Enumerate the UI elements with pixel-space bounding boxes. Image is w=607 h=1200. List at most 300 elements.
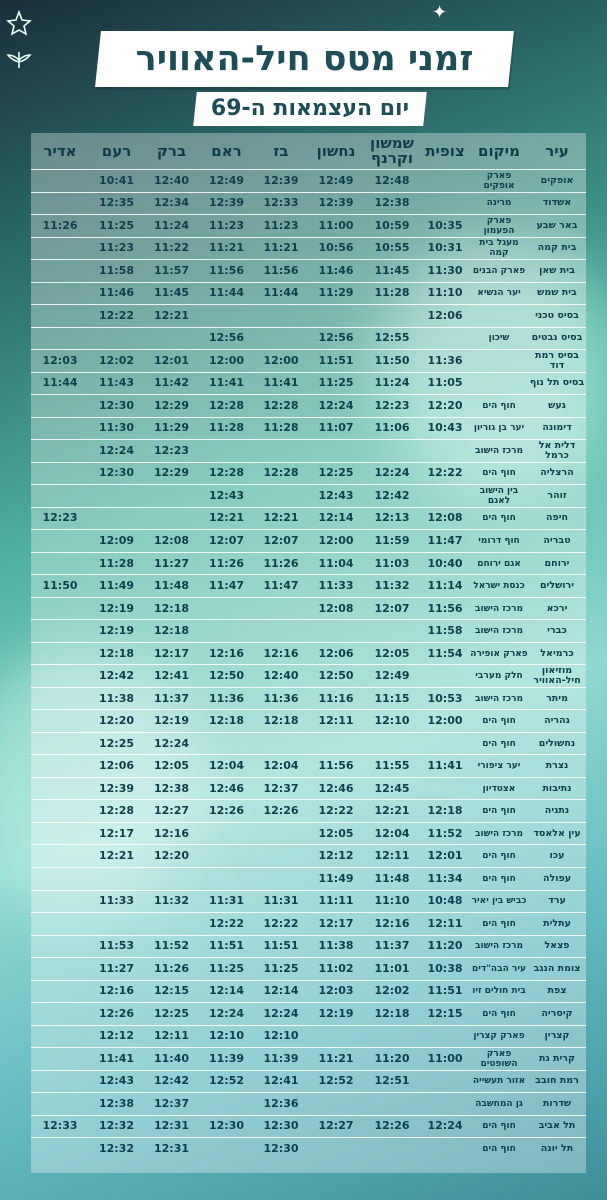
cell-time — [420, 665, 470, 687]
cell-time: 11:28 — [99, 556, 135, 570]
cell-time — [254, 845, 308, 867]
cell-time — [31, 238, 89, 260]
table-row — [31, 709, 586, 732]
cell-time: 11:24 — [374, 376, 410, 390]
cell-time — [308, 620, 364, 642]
cell-time: 11:56 — [318, 759, 354, 773]
cell-time: 11:28 — [209, 421, 245, 435]
cell-time: 11:22 — [154, 241, 190, 255]
cell-time: 11:49 — [318, 871, 354, 885]
cell-city: רמת חובב — [535, 1075, 579, 1087]
cell-time: 11:47 — [209, 579, 245, 593]
cell-time: 11:44 — [263, 286, 299, 300]
cell-time: 12:56 — [209, 331, 245, 345]
cell-time: 12:05 — [318, 826, 354, 840]
table-row — [31, 1070, 586, 1093]
cell-time: 12:00 — [209, 353, 245, 367]
cell-time — [31, 845, 89, 867]
header-adir: אדיר — [43, 141, 77, 160]
cell-time: 11:41 — [427, 759, 463, 773]
cell-time: 11:15 — [374, 691, 410, 705]
cell-time: 11:48 — [374, 871, 410, 885]
cell-location: כנסת ישראל — [473, 581, 525, 592]
cell-time: 12:49 — [318, 173, 354, 187]
cell-time: 12:06 — [427, 308, 463, 322]
cell-time: 12:22 — [427, 466, 463, 480]
cell-time — [254, 868, 308, 890]
cell-time — [31, 328, 89, 350]
cell-time: 12:50 — [318, 669, 354, 683]
cell-time — [420, 733, 470, 755]
cell-time: 12:56 — [318, 331, 354, 345]
cell-time: 12:46 — [318, 781, 354, 795]
cell-time — [31, 778, 89, 800]
cell-time: 12:30 — [263, 1119, 299, 1133]
cell-time: 12:37 — [154, 1096, 190, 1110]
header-raam2: רעם — [101, 141, 132, 160]
cell-time: 12:23 — [42, 511, 78, 525]
cell-city: קרית גת — [538, 1052, 576, 1064]
cell-city: נחשולים — [538, 737, 576, 749]
cell-time: 11:56 — [263, 263, 299, 277]
cell-time — [31, 530, 89, 552]
cell-time: 12:40 — [263, 669, 299, 683]
cell-time — [364, 1093, 420, 1115]
cell-time — [31, 868, 89, 890]
table-row — [31, 214, 586, 237]
cell-time: 12:21 — [209, 511, 245, 525]
cell-time: 12:21 — [99, 849, 135, 863]
cell-location: פארק הבנים — [472, 265, 526, 276]
cell-time: 12:43 — [209, 488, 245, 502]
cell-time: 11:27 — [99, 961, 135, 975]
cell-time: 12:45 — [374, 781, 410, 795]
cell-time — [89, 485, 144, 507]
cell-location: מרכז הישוב — [475, 828, 524, 839]
cell-time: 12:29 — [154, 398, 190, 412]
cell-time: 10:31 — [427, 241, 463, 255]
cell-time — [420, 485, 470, 507]
cell-time: 12:52 — [318, 1074, 354, 1088]
cell-city: קיסריה — [541, 1007, 573, 1019]
table-row — [31, 417, 586, 440]
table-row — [31, 552, 586, 575]
cell-time: 12:39 — [263, 173, 299, 187]
table-row — [31, 462, 586, 485]
cell-time: 12:24 — [209, 1006, 245, 1020]
cell-time: 12:37 — [263, 781, 299, 795]
cell-location — [470, 373, 528, 395]
cell-time — [199, 733, 254, 755]
cell-time: 12:16 — [263, 646, 299, 660]
cell-time — [199, 868, 254, 890]
cell-time — [31, 710, 89, 732]
cell-time: 12:22 — [99, 308, 135, 322]
cell-time — [308, 440, 364, 462]
cell-time: 12:42 — [374, 488, 410, 502]
cell-city: געש — [548, 399, 566, 411]
cell-time: 12:05 — [374, 646, 410, 660]
cell-time — [31, 913, 89, 935]
cell-time: 10:48 — [427, 894, 463, 908]
cell-time: 11:00 — [318, 218, 354, 232]
cell-time: 12:00 — [427, 714, 463, 728]
cell-time: 11:47 — [427, 534, 463, 547]
cell-time: 11:40 — [154, 1051, 190, 1065]
cell-location: חוף הים — [482, 1008, 516, 1019]
cell-time — [420, 193, 470, 215]
cell-time: 12:32 — [99, 1141, 135, 1155]
table-row — [31, 529, 586, 552]
cell-time: 12:33 — [42, 1119, 78, 1133]
cell-time: 11:29 — [318, 286, 354, 300]
cell-time: 11:25 — [99, 218, 135, 232]
cell-time — [420, 328, 470, 350]
table-row — [31, 327, 586, 350]
cell-time: 12:40 — [154, 173, 190, 187]
cell-location: יער הנשיא — [477, 288, 521, 299]
table-row — [31, 394, 586, 417]
cell-time: 11:26 — [209, 556, 245, 570]
cell-time: 12:55 — [374, 331, 410, 345]
cell-time: 11:23 — [209, 218, 245, 232]
cell-time: 12:05 — [154, 759, 190, 773]
cell-location: מרכז הישוב — [475, 626, 524, 637]
table-row — [31, 822, 586, 845]
schedule-table — [31, 133, 586, 1173]
table-row — [31, 664, 586, 687]
cell-time: 12:14 — [318, 511, 354, 525]
cell-time: 11:46 — [318, 263, 354, 277]
cell-time: 11:52 — [154, 939, 190, 953]
cell-time: 11:25 — [209, 961, 245, 975]
cell-time: 11:45 — [374, 263, 410, 277]
cell-time: 12:22 — [318, 804, 354, 818]
cell-time: 11:51 — [209, 939, 245, 953]
cell-time: 12:09 — [99, 534, 135, 547]
cell-city: נהריה — [544, 715, 570, 727]
cell-time: 12:24 — [427, 1119, 463, 1133]
cell-location: אזור תעשייה — [472, 1076, 526, 1087]
cell-time — [254, 328, 308, 350]
cell-time — [89, 868, 144, 890]
cell-city: הרצליה — [540, 467, 574, 479]
cell-time — [31, 1138, 89, 1160]
cell-city: ערד — [548, 895, 566, 907]
cell-time: 12:08 — [318, 601, 354, 615]
cell-time: 11:59 — [374, 534, 410, 547]
table-row — [31, 799, 586, 822]
cell-time: 12:27 — [154, 804, 190, 818]
cell-city: כברי — [547, 625, 567, 637]
cell-time — [364, 440, 420, 462]
cell-time: 12:26 — [374, 1119, 410, 1133]
cell-time: 11:41 — [209, 376, 245, 390]
table-row — [31, 912, 586, 935]
cell-time: 12:49 — [209, 173, 245, 187]
cell-time — [308, 305, 364, 327]
cell-time — [31, 1071, 89, 1093]
cell-time: 12:23 — [154, 443, 190, 457]
cell-time: 12:28 — [209, 466, 245, 480]
table-row — [31, 1137, 586, 1160]
cell-time: 10:43 — [427, 421, 463, 435]
header-tzufit: צופית — [425, 141, 465, 160]
cell-time: 12:15 — [427, 1006, 463, 1020]
cell-time: 12:11 — [374, 849, 410, 863]
table-row — [31, 642, 586, 665]
cell-time: 11:26 — [42, 218, 78, 232]
cell-time: 12:18 — [374, 1006, 410, 1020]
cell-time — [31, 733, 89, 755]
cell-time: 12:10 — [209, 1029, 245, 1043]
cell-time — [364, 620, 420, 642]
idf-emblem-icon — [6, 10, 32, 36]
cell-time: 12:38 — [154, 781, 190, 795]
cell-time — [199, 823, 254, 845]
cell-city: טבריה — [543, 535, 571, 546]
cell-time: 11:26 — [154, 961, 190, 975]
cell-time: 12:26 — [263, 804, 299, 818]
cell-city: זוהר — [547, 489, 567, 501]
cell-city: בסיס נבטים — [531, 332, 583, 344]
cell-time: 11:52 — [427, 826, 463, 840]
cell-time: 11:06 — [374, 421, 410, 435]
cell-location: חוף הים — [482, 468, 516, 479]
cell-time: 12:15 — [154, 984, 190, 998]
cell-time — [89, 508, 144, 530]
cell-time: 10:40 — [427, 556, 463, 570]
cell-location: בין הישוב לאגם — [479, 485, 519, 506]
header-baz: בז — [273, 141, 289, 160]
cell-location: חוף הים — [482, 851, 516, 862]
table-row — [31, 687, 586, 710]
header-location: מיקום — [478, 141, 520, 160]
cell-city: בסיס רמת דוד — [535, 350, 579, 371]
cell-location: שיכון — [488, 333, 510, 344]
cell-city: ירוחם — [544, 557, 570, 569]
cell-time: 12:49 — [374, 669, 410, 683]
cell-time — [420, 1093, 470, 1115]
cell-time: 12:03 — [318, 984, 354, 998]
cell-time: 11:57 — [154, 263, 190, 277]
cell-location: חוף הים — [482, 738, 516, 749]
cell-time — [31, 553, 89, 575]
table-row — [31, 192, 586, 215]
cell-time: 12:30 — [263, 1141, 299, 1155]
cell-time: 11:14 — [427, 579, 463, 593]
cell-city: ירכא — [546, 602, 568, 614]
table-row — [31, 935, 586, 958]
cell-time: 11:54 — [427, 646, 463, 660]
cell-time: 11:36 — [263, 691, 299, 705]
cell-time — [144, 913, 199, 935]
cell-time — [199, 440, 254, 462]
cell-time: 11:38 — [99, 691, 135, 705]
cell-time: 11:44 — [209, 286, 245, 300]
cell-time: 11:25 — [263, 961, 299, 975]
cell-time: 12:42 — [154, 1074, 190, 1088]
cell-time — [31, 1003, 89, 1025]
header-shimshon: שמשון וקרנף — [370, 134, 414, 167]
cell-location: אגם ירוחם — [477, 558, 521, 569]
cell-time — [144, 328, 199, 350]
cell-city: בית קמה — [537, 242, 577, 254]
cell-time — [199, 845, 254, 867]
cell-time: 12:08 — [154, 534, 190, 547]
cell-time: 12:43 — [99, 1074, 135, 1088]
cell-city: פצאל — [544, 940, 570, 952]
cell-time: 12:25 — [154, 1006, 190, 1020]
cell-time: 11:51 — [318, 353, 354, 367]
header-barak: ברק — [156, 141, 187, 160]
cell-city: ירושלים — [539, 580, 575, 592]
cell-time: 12:20 — [99, 714, 135, 728]
cell-time — [308, 1138, 364, 1160]
cell-time: 12:16 — [374, 916, 410, 930]
cell-city: צומת הנגב — [533, 962, 581, 974]
cell-time: 12:41 — [263, 1074, 299, 1088]
cell-time — [308, 1026, 364, 1048]
cell-city: דלית אל כרמל — [538, 440, 576, 461]
cell-time: 12:24 — [99, 443, 135, 457]
cell-time: 12:02 — [374, 984, 410, 998]
cell-time: 11:39 — [263, 1051, 299, 1065]
cell-location: מרכז הישוב — [475, 603, 524, 614]
cell-location: מרכז הישוב — [475, 445, 524, 456]
cell-time: 12:11 — [154, 1029, 190, 1043]
cell-time: 12:21 — [263, 511, 299, 525]
cell-time: 11:36 — [209, 691, 245, 705]
table-row — [31, 169, 586, 192]
cell-time: 12:31 — [154, 1119, 190, 1133]
cell-time: 11:32 — [154, 894, 190, 908]
cell-location: פארק הפעמון — [483, 215, 515, 236]
cell-time: 11:45 — [154, 286, 190, 300]
table-row — [31, 259, 586, 282]
cell-time: 12:29 — [154, 466, 190, 480]
cell-time: 12:19 — [318, 1006, 354, 1020]
cell-time — [199, 1138, 254, 1160]
cell-time — [31, 440, 89, 462]
cell-time — [31, 1026, 89, 1048]
cell-time: 11:33 — [99, 894, 135, 908]
cell-time: 12:24 — [374, 466, 410, 480]
cell-time: 12:22 — [263, 916, 299, 930]
cell-time: 12:24 — [154, 736, 190, 750]
cell-time: 11:58 — [99, 263, 135, 277]
cell-time — [364, 733, 420, 755]
cell-time — [31, 643, 89, 665]
table-row — [31, 890, 586, 913]
cell-location: גן המחשבה — [475, 1098, 523, 1109]
cell-time — [254, 598, 308, 620]
table-body — [31, 169, 586, 1160]
cell-time: 12:32 — [99, 1119, 135, 1133]
cell-city: נתניה — [544, 805, 570, 817]
cell-time: 11:03 — [374, 556, 410, 570]
cell-time — [31, 170, 89, 192]
cell-time: 10:35 — [427, 218, 463, 232]
table-row — [31, 282, 586, 305]
cell-time: 12:25 — [99, 736, 135, 750]
cell-time: 11:28 — [374, 286, 410, 300]
cell-time: 12:26 — [209, 804, 245, 818]
cell-location: פארק קצרין — [473, 1031, 525, 1042]
cell-time — [31, 598, 89, 620]
cell-time: 11:56 — [427, 601, 463, 615]
cell-location: יער ציפורי — [477, 761, 521, 772]
cell-time — [364, 305, 420, 327]
cell-time: 11:44 — [42, 376, 78, 390]
cell-location: עיר הבה"דים — [472, 963, 526, 974]
cell-location: פארק אופירה — [470, 648, 528, 659]
cell-time: 11:50 — [374, 353, 410, 367]
cell-time: 11:02 — [318, 961, 354, 975]
cell-location: חוף דרומי — [478, 536, 520, 546]
cell-time: 12:17 — [318, 916, 354, 930]
cell-location: מרינה — [486, 198, 512, 209]
cell-time: 11:37 — [154, 691, 190, 705]
cell-time: 12:02 — [99, 353, 135, 367]
cell-city: בסיס תל נוף — [529, 377, 585, 389]
cell-city: דימונה — [542, 422, 572, 434]
cell-time — [31, 981, 89, 1003]
cell-time: 11:10 — [374, 894, 410, 908]
cell-time: 12:28 — [209, 398, 245, 412]
cell-city: עתלית — [543, 917, 571, 929]
cell-time — [199, 1093, 254, 1115]
cell-time: 12:16 — [209, 646, 245, 660]
cell-city: כרמיאל — [540, 647, 574, 659]
logos — [4, 6, 34, 82]
cell-time — [308, 733, 364, 755]
cell-location: חוף הים — [482, 513, 516, 524]
cell-time: 11:10 — [427, 286, 463, 300]
cell-time: 12:00 — [263, 353, 299, 367]
cell-time: 12:01 — [154, 353, 190, 367]
cell-city: קצרין — [544, 1030, 570, 1042]
cell-time — [31, 418, 89, 440]
cell-time: 12:00 — [318, 534, 354, 547]
cell-time: 12:10 — [374, 714, 410, 728]
cell-time: 12:04 — [209, 759, 245, 773]
cell-time: 11:20 — [427, 939, 463, 953]
cell-time — [31, 755, 89, 777]
cell-time: 12:06 — [318, 646, 354, 660]
cell-location: פארק אופקים — [483, 170, 515, 191]
cell-time: 12:28 — [263, 398, 299, 412]
cell-time: 12:48 — [374, 173, 410, 187]
star-sparkle-icon: ✦ — [432, 2, 448, 23]
cell-time — [31, 1048, 89, 1070]
cell-time: 12:17 — [99, 826, 135, 840]
table-row — [31, 732, 586, 755]
cell-time: 12:08 — [427, 511, 463, 525]
cell-city: בסיס טכני — [535, 309, 579, 321]
cell-time: 12:18 — [263, 714, 299, 728]
cell-time: 12:34 — [154, 196, 190, 210]
table-row — [31, 1002, 586, 1025]
cell-location: חוף הים — [482, 918, 516, 929]
cell-city: באר שבע — [536, 219, 578, 231]
cell-time — [308, 1093, 364, 1115]
cell-time: 12:19 — [99, 601, 135, 615]
cell-time — [31, 891, 89, 913]
cell-location — [470, 350, 528, 372]
cell-time: 12:33 — [263, 196, 299, 210]
cell-location: מעגל בית קמה — [479, 238, 519, 259]
